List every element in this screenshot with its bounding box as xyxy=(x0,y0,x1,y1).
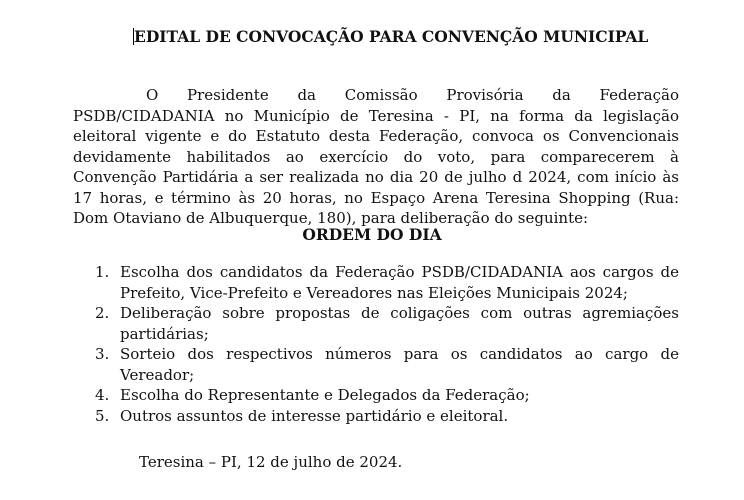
agenda-item xyxy=(73,262,679,303)
agenda-item-text: Escolha do Representante e Delegados da Federação; xyxy=(120,386,530,404)
agenda-item xyxy=(73,303,679,344)
place-date: Teresina – PI, 12 de julho de 2024. xyxy=(139,453,403,471)
agenda-item-number: 1. xyxy=(95,263,110,281)
body-paragraph: O Presidente da Comissão Provisória da Federação PSDB/CIDADANIA no Município de Teresina - PI, na forma da legislação eleitoral vigente e do Estatuto desta Federação, convoca os Convencionais devidamente habilitados ao exercício do voto, para comparecerem à Convenção Partidária a ser realizada no dia 20 de julho d 2024, com início às 17 horas, e término às 20 horas, no Espaço Arena Teresina Shopping (Rua: Dom Otaviano de Albuquerque, 180), para deliberação do seguinte: xyxy=(73,86,679,227)
agenda-item-text: Deliberação sobre propostas de coligações com outras agremiações partidárias; xyxy=(120,304,679,343)
agenda-item-text: Outros assuntos de interesse partidário e eleitoral. xyxy=(120,406,509,425)
agenda-item-text: Escolha dos candidatos da Federação PSDB/CIDADANIA aos cargos de Prefeito, Vice-Prefeito e Vereadores nas Eleições Municipais 2024; xyxy=(120,263,679,302)
agenda-item-number: 3. xyxy=(95,345,110,363)
document-title xyxy=(133,27,648,46)
agenda-item xyxy=(73,344,679,385)
agenda-item xyxy=(73,385,679,406)
agenda-list xyxy=(73,262,679,426)
agenda-item-number: 4. xyxy=(95,386,110,404)
document-title-text: EDITAL DE CONVOCAÇÃO PARA CONVENÇÃO MUNICIPAL xyxy=(134,27,649,46)
agenda-item-text: Sorteio dos respectivos números para os candidatos ao cargo de Vereador; xyxy=(120,345,679,384)
agenda-item-number: 5. xyxy=(95,406,110,425)
agenda-heading: ORDEM DO DIA xyxy=(302,225,442,244)
agenda-item xyxy=(73,406,679,427)
agenda-item-number: 2. xyxy=(95,304,110,322)
